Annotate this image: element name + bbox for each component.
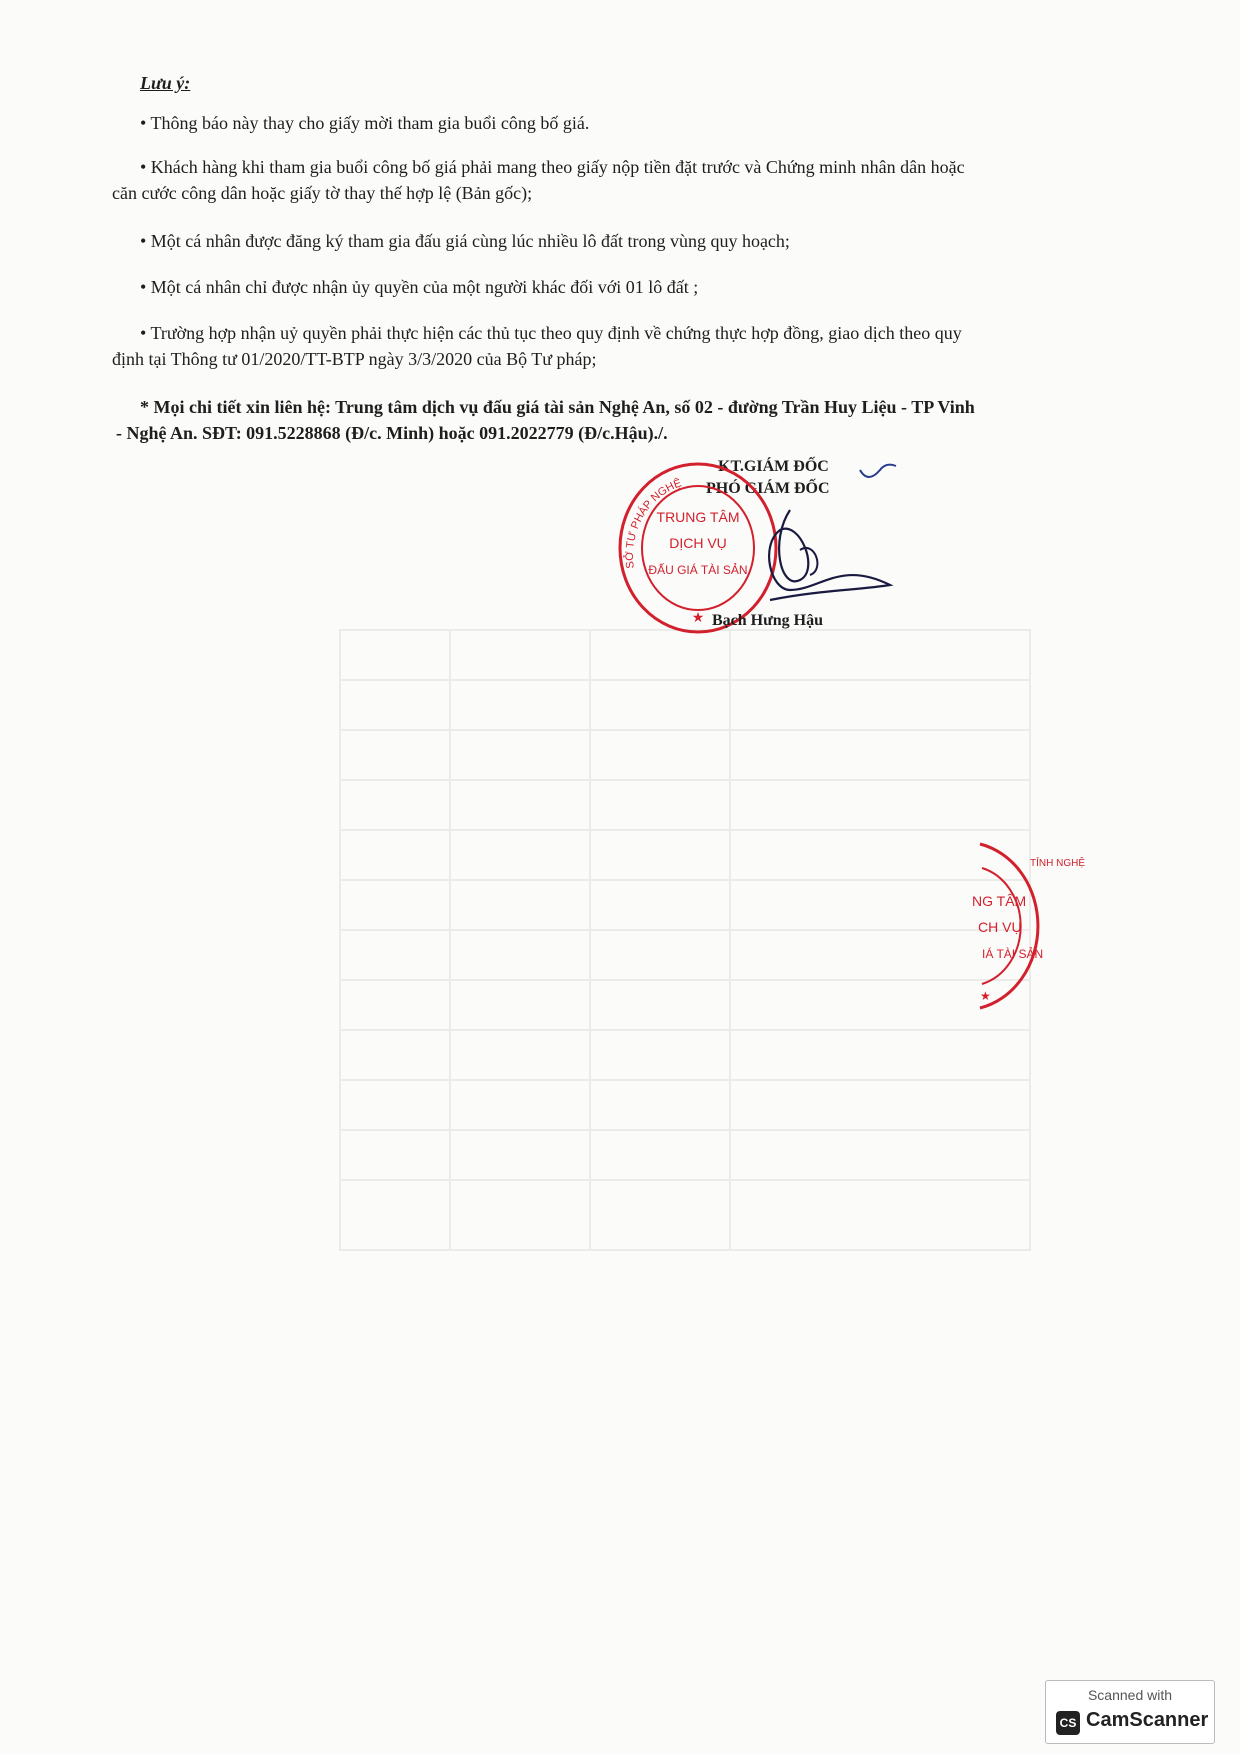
- partial-stamp-line-1: NG TÂM: [972, 893, 1027, 909]
- notes-heading: Lưu ý:: [140, 73, 191, 93]
- partial-stamp-line-2: CH VỤ: [978, 919, 1022, 935]
- note-bullet-5: • Trường hợp nhận uỷ quyền phải thực hiện các thủ tục theo quy định về chứng thực hợp đồng, giao dịch theo quy: [140, 323, 962, 343]
- partial-stamp-line-3: IÁ TÀI SẢN: [982, 947, 1044, 961]
- partial-stamp-star-icon: ★: [980, 989, 991, 1003]
- stamp-line-2: DỊCH VỤ: [669, 535, 727, 551]
- note-bullet-1: • Thông báo này thay cho giấy mời tham gia buổi công bố giá.: [140, 113, 590, 133]
- bleed-through-table: [330, 620, 1050, 1260]
- note-bullet-5-cont: định tại Thông tư 01/2020/TT-BTP ngày 3/3/2020 của Bộ Tư pháp;: [112, 349, 597, 369]
- signer-name: Bạch Hưng Hậu: [712, 612, 823, 629]
- note-bullet-4: • Một cá nhân chỉ được nhận ủy quyền của một người khác đối với 01 lô đất ;: [140, 277, 699, 297]
- stamp-line-3: ĐẤU GIÁ TÀI SẢN: [648, 563, 748, 577]
- handwritten-signature: [740, 450, 910, 620]
- note-bullet-3: • Một cá nhân được đăng ký tham gia đấu giá cùng lúc nhiều lô đất trong vùng quy hoạch;: [140, 231, 790, 251]
- signature-title-2: PHÓ GIÁM ĐỐC: [706, 480, 830, 497]
- camscanner-logo-icon: CS: [1056, 1711, 1080, 1735]
- note-bullet-2: • Khách hàng khi tham gia buổi công bố giá phải mang theo giấy nộp tiền đặt trước và Chứng minh nhân dân hoặc: [140, 157, 965, 177]
- camscanner-name: CamScanner: [1086, 1709, 1209, 1731]
- stamp-line-1: TRUNG TÂM: [656, 509, 740, 525]
- contact-line-2: - Nghệ An. SĐT: 091.5228868 (Đ/c. Minh) hoặc 091.2022779 (Đ/c.Hậu)./.: [116, 423, 668, 443]
- partial-stamp-ring-text: TỈNH NGHỆ: [1030, 858, 1085, 869]
- stamp-star-icon: ★: [691, 611, 705, 626]
- camscanner-badge: [1045, 1680, 1215, 1744]
- scanned-with-label: Scanned with: [1087, 1687, 1173, 1703]
- note-bullet-2-cont: căn cước công dân hoặc giấy tờ thay thế hợp lệ (Bản gốc);: [112, 183, 533, 203]
- signature-title-1: KT.GIÁM ĐỐC: [718, 458, 829, 475]
- partial-stamp: [950, 836, 1100, 1016]
- stamp-ring-text: SỞ TƯ PHÁP NGHỆ: [623, 477, 684, 570]
- contact-line-1: * Mọi chi tiết xin liên hệ: Trung tâm dịch vụ đấu giá tài sản Nghệ An, số 02 - đường Trần Huy Liệu - TP Vinh: [140, 397, 975, 417]
